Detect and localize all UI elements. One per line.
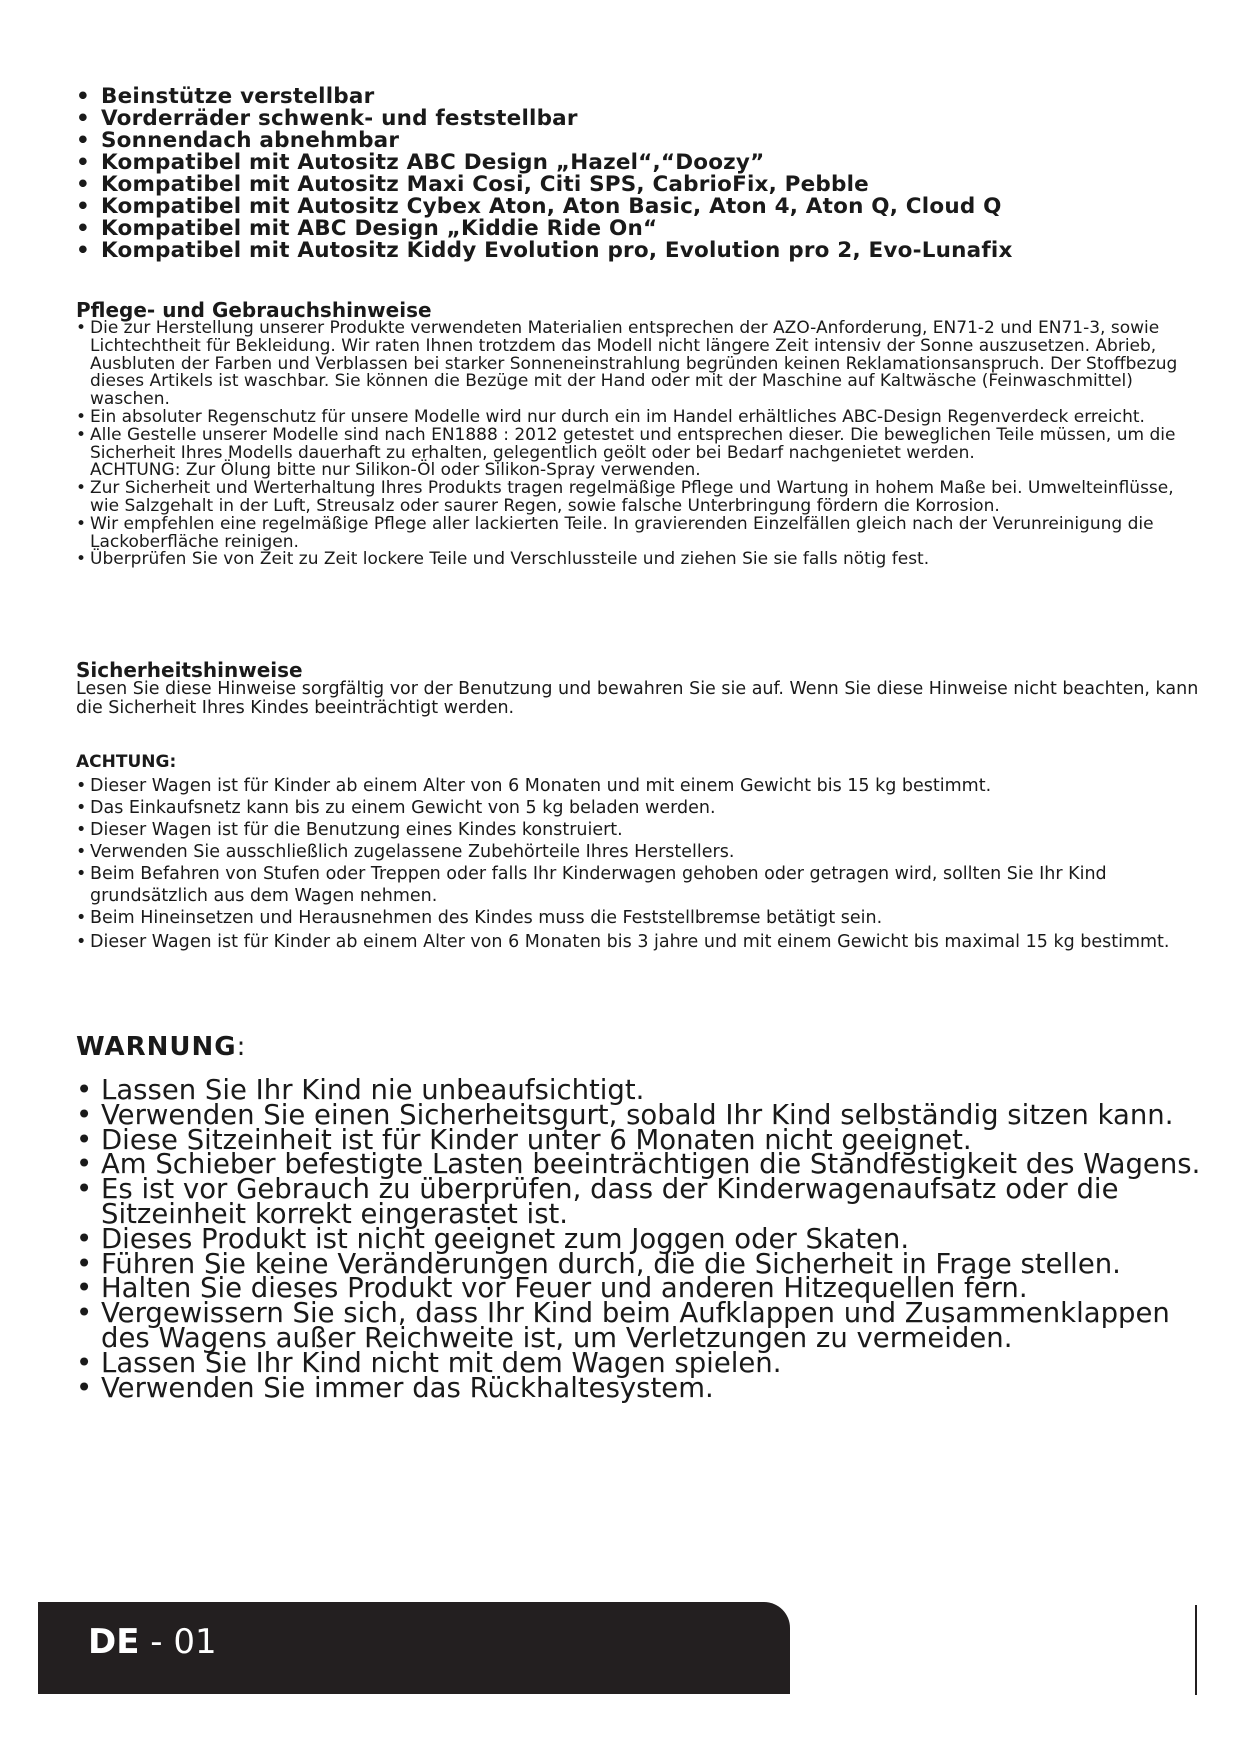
language-code: DE — [88, 1622, 140, 1662]
divider — [1195, 1605, 1197, 1695]
achtung-title: ACHTUNG: — [76, 752, 177, 772]
list-item: • Überprüfen Sie von Zeit zu Zeit lockere Teile und Verschlussteile und ziehen Sie sie falls nötig fest. — [76, 551, 1201, 569]
list-item: • Sonnendach abnehmbar — [76, 130, 1201, 152]
section-title: Sicherheitshinweise — [76, 658, 303, 682]
list-item: • Beinstütze verstellbar — [76, 86, 1201, 108]
care-note: ACHTUNG: Zur Ölung bitte nur Silikon-Öl oder Silikon-Spray verwenden. — [90, 460, 701, 481]
list-item: • Kompatibel mit ABC Design „Kiddie Ride On“ — [76, 218, 1201, 240]
list-item: • Dieser Wagen ist für die Benutzung eines Kindes konstruiert. — [76, 819, 1201, 841]
safety-text: Lesen Sie diese Hinweise sorgfältig vor der Benutzung und bewahren Sie sie auf. Wenn Sie diese Hinweise nicht beachten, kann die Sicherheit Ihres Kindes beeinträchtigt werden. — [76, 679, 1199, 718]
warning-title-text: WARNUNG — [76, 1032, 237, 1062]
warning-list — [76, 1074, 1201, 1404]
list-item: • Zur Sicherheit und Werterhaltung Ihres Produkts tragen regelmäßige Pflege und Wartung in hohem Maße bei. Umwelteinflüsse, wie Salzgehalt in der Luft, Streusalz oder saurer Regen, sowie falsche Unterbringung fördern die Korrosion. — [76, 480, 1201, 516]
list-item: • Vorderräder schwenk- und feststellbar — [76, 108, 1201, 130]
page-number — [88, 1622, 217, 1662]
feature-list — [76, 86, 1201, 262]
list-item: • Führen Sie keine Veränderungen durch, die die Sicherheit in Frage stellen. — [76, 1252, 1201, 1277]
list-item: • Vergewissern Sie sich, dass Ihr Kind beim Aufklappen und Zusammenklappen des Wagens außer Reichweite ist, um Verletzungen zu vermeiden. — [76, 1301, 1201, 1351]
list-item: • Lassen Sie Ihr Kind nicht mit dem Wagen spielen. — [76, 1351, 1201, 1376]
page-separator: - — [139, 1622, 174, 1662]
list-item: • Verwenden Sie einen Sicherheitsgurt, sobald Ihr Kind selbständig sitzen kann. — [76, 1103, 1201, 1128]
list-item: • Beim Befahren von Stufen oder Treppen oder falls Ihr Kinderwagen gehoben oder getragen wird, sollten Sie Ihr Kind grundsätzlich aus dem Wagen nehmen. — [76, 863, 1201, 907]
list-item: • Verwenden Sie ausschließlich zugelassene Zubehörteile Ihres Herstellers. — [76, 841, 1201, 863]
list-item: • Die zur Herstellung unserer Produkte verwendeten Materialien entsprechen der AZO-Anforderung, EN71-2 und EN71-3, sowie Lichtechtheit für Bekleidung. Wir raten Ihnen trotzdem das Modell nicht längere Zeit intensiv der Sonne auszusetzen. Abrieb, Ausbluten der Farben und Verblassen bei starker Sonneneinstrahlung begründen keinen Reklamationsanspruch. Der Stoffbezug dieses Artikels ist waschbar. Sie können die Bezüge mit der Hand oder mit der Maschine auf Kaltwäsche (Feinwaschmittel) waschen. — [76, 320, 1201, 409]
achtung-list — [76, 775, 1201, 956]
list-item: • Kompatibel mit Autositz Maxi Cosi, Citi SPS, CabrioFix, Pebble — [76, 174, 1201, 196]
list-item: • Kompatibel mit Autositz Kiddy Evolution pro, Evolution pro 2, Evo-Lunafix — [76, 240, 1201, 262]
list-item: • Halten Sie dieses Produkt vor Feuer und anderen Hitzequellen fern. — [76, 1276, 1201, 1301]
list-item: • Dieser Wagen ist für Kinder ab einem Alter von 6 Monaten und mit einem Gewicht bis 15 kg bestimmt. — [76, 775, 1201, 797]
list-item: • Das Einkaufsnetz kann bis zu einem Gewicht von 5 kg beladen werden. — [76, 797, 1201, 819]
list-item: • Dieses Produkt ist nicht geeignet zum Joggen oder Skaten. — [76, 1227, 1201, 1252]
safety-section — [76, 660, 1201, 718]
list-item: • Diese Sitzeinheit ist für Kinder unter 6 Monaten nicht geeignet. — [76, 1128, 1201, 1153]
section-title: Pflege- und Gebrauchshinweise — [76, 298, 432, 322]
list-item: • Es ist vor Gebrauch zu überprüfen, dass der Kinderwagenaufsatz oder die Sitzeinheit korrekt eingerastet ist. — [76, 1177, 1201, 1227]
list-item: • Beim Hineinsetzen und Herausnehmen des Kindes muss die Feststellbremse betätigt sein. — [76, 907, 1201, 929]
warning-title-colon: : — [236, 1032, 246, 1062]
list-item: • Lassen Sie Ihr Kind nie unbeaufsichtigt. — [76, 1078, 1201, 1103]
list-item: • Dieser Wagen ist für Kinder ab einem Alter von 6 Monaten bis 3 jahre und mit einem Gewicht bis maximal 15 kg bestimmt. — [76, 929, 1201, 956]
list-item: • Verwenden Sie immer das Rückhaltesystem. — [76, 1376, 1201, 1401]
care-list-2 — [76, 480, 1201, 569]
achtung-section — [76, 752, 1201, 956]
warning-section — [76, 1032, 1201, 1404]
list-item: • Kompatibel mit Autositz ABC Design „Hazel“,“Doozy” — [76, 152, 1201, 174]
page-number-value: 01 — [173, 1622, 217, 1662]
list-item: • Kompatibel mit Autositz Cybex Aton, Aton Basic, Aton 4, Aton Q, Cloud Q — [76, 196, 1201, 218]
warning-title — [76, 1032, 1201, 1062]
list-item: • Am Schieber befestigte Lasten beeinträchtigen die Standfestigkeit des Wagens. — [76, 1152, 1201, 1177]
care-section — [76, 300, 1201, 569]
list-item: • Ein absoluter Regenschutz für unsere Modelle wird nur durch ein im Handel erhältliches ABC-Design Regenverdeck erreicht. — [76, 409, 1201, 427]
care-list — [76, 320, 1201, 462]
list-item: • Alle Gestelle unserer Modelle sind nach EN1888 : 2012 getestet und entsprechen dieser. Die beweglichen Teile müssen, um die Sicherheit Ihres Modells dauerhaft zu erhalten, gelegentlich geölt oder bei Bedarf nachgenietet werden. — [76, 427, 1201, 463]
list-item: • Wir empfehlen eine regelmäßige Pflege aller lackierten Teile. In gravierenden Einzelfällen gleich nach der Verunreinigung die Lackoberfläche reinigen. — [76, 516, 1201, 552]
